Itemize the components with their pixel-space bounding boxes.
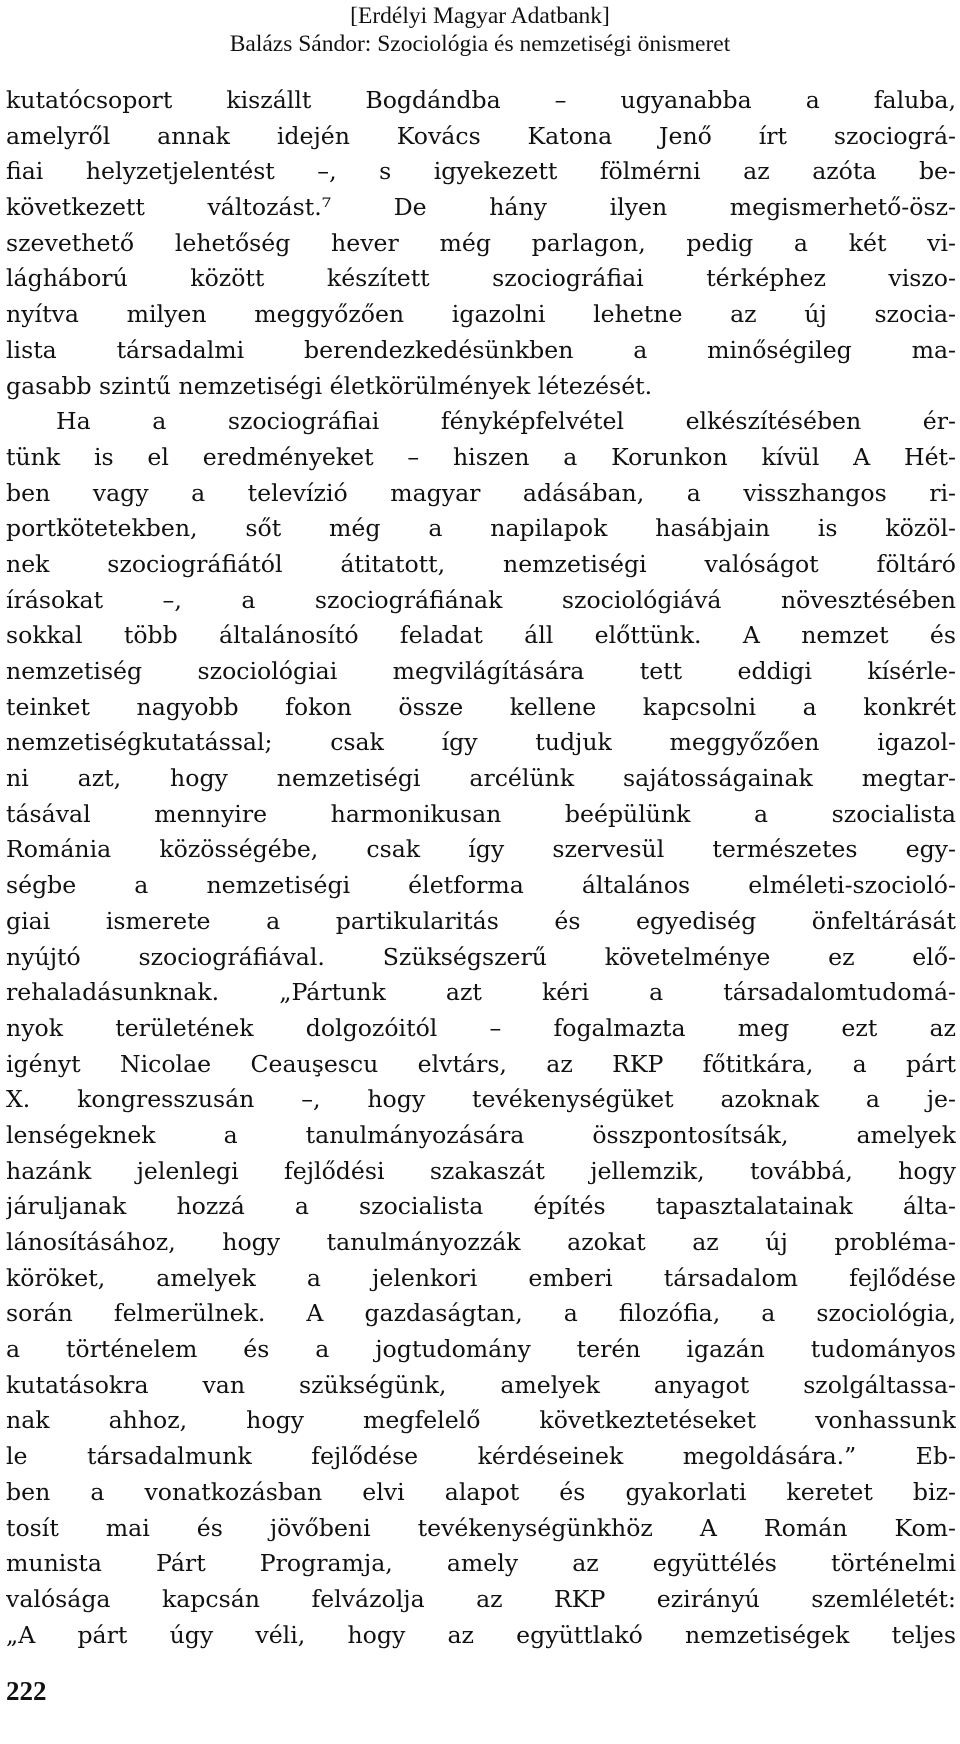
source-label: [Erdélyi Magyar Adatbank] [350, 3, 610, 29]
text-line: le társadalmunk fejlődése kérdéseinek megoldására.” Eb- [6, 1442, 956, 1471]
text-line: nyok területének dolgozóitól – fogalmazta meg ezt az [6, 1013, 956, 1042]
text-line: ben a vonatkozásban elvi alapot és gyakorlati keretet biz- [6, 1477, 956, 1506]
text-line: gasabb szintű nemzetiségi életkörülmények létezését. [6, 371, 653, 400]
text-line: rehaladásunknak. „Pártunk azt kéri a társadalomtudomá- [6, 978, 956, 1007]
text-line: tünk is el eredményeket – hiszen a Korunkon kívül A Hét- [6, 442, 956, 471]
text-line: amelyről annak idején Kovács Katona Jenő írt szociográ- [6, 121, 956, 150]
text-line: portkötetekben, sőt még a napilapok hasábjain is közöl- [6, 514, 956, 543]
text-line: „A párt úgy véli, hogy az együttlakó nemzetiségek teljes [6, 1620, 956, 1649]
text-line: köröket, amelyek a jelenkori emberi társadalom fejlődése [6, 1263, 956, 1292]
document-title: Balázs Sándor: Szociológia és nemzetiségi önismeret [229, 31, 731, 57]
text-line: igényt Nicolae Ceauşescu elvtárs, az RKP főtitkára, a párt [6, 1049, 956, 1078]
text-line: ségbe a nemzetiségi életforma általános elméleti-szocioló- [6, 871, 956, 900]
text-line: lágháború között készített szociográfiai térképhez viszo- [6, 264, 956, 293]
text-line: nek szociográfiától átitatott, nemzetiségi valóságot föltáró [6, 549, 956, 578]
text-line: lista társadalmi berendezkedésünkben a minőségileg ma- [6, 335, 956, 364]
text-line: munista Párt Programja, amely az együttélés történelmi [6, 1549, 956, 1578]
text-line: Ha a szociográfiai fényképfelvétel elkészítésében ér- [56, 407, 956, 436]
page-header [0, 2, 960, 58]
text-line: sokkal több általánosító feladat áll előttünk. A nemzet és [6, 621, 956, 650]
text-line: tosít mai és jövőbeni tevékenységünkhöz A Román Kom- [6, 1513, 956, 1542]
text-line: ni azt, hogy nemzetiségi arcélünk sajátosságainak megtar- [6, 764, 956, 793]
text-line: ben vagy a televízió magyar adásában, a visszhangos ri- [6, 478, 956, 507]
text-line: kutatásokra van szükségünk, amelyek anyagot szolgáltassa- [6, 1370, 956, 1399]
text-line: során felmerülnek. A gazdaságtan, a filozófia, a szociológia, [6, 1299, 956, 1328]
text-line: fiai helyzetjelentést –, s igyekezett fölmérni az azóta be- [6, 157, 956, 186]
text-line: lánosításához, hogy tanulmányozzák azokat az új probléma- [6, 1228, 956, 1256]
text-line: hazánk jelenlegi fejlődési szakaszát jellemzik, továbbá, hogy [6, 1156, 956, 1185]
text-line: Románia közösségébe, csak így szervesül természetes egy- [6, 835, 956, 864]
text-line: nemzetiség szociológiai megvilágítására tett eddigi kísérle- [6, 657, 956, 685]
text-line: tásával mennyire harmonikusan beépülünk a szocialista [6, 799, 956, 828]
page-number: 222 [6, 1676, 47, 1706]
text-line: nyújtó szociográfiával. Szükségszerű követelménye ez elő- [6, 942, 956, 971]
text-line: szevethető lehetőség hever még parlagon, pedig a két vi- [6, 228, 956, 257]
text-line: nemzetiségkutatással; csak így tudjuk meggyőzően igazol- [6, 728, 956, 757]
text-line: járuljanak hozzá a szocialista építés tapasztalatainak álta- [6, 1192, 956, 1221]
text-line: teinket nagyobb fokon össze kellene kapcsolni a konkrét [6, 692, 956, 721]
text-line: kutatócsoport kiszállt Bogdándba – ugyanabba a faluba, [6, 86, 956, 114]
text-line: nyítva milyen meggyőzően igazolni lehetne az új szocia- [6, 300, 956, 329]
text-line: nak ahhoz, hogy megfelelő következtetéseket vonhassunk [6, 1406, 956, 1435]
article-body [6, 83, 956, 1653]
text-line: lenségeknek a tanulmányozására összpontosítsák, amelyek [6, 1120, 956, 1149]
text-line: valósága kapcsán felvázolja az RKP ezirányú szemléletét: [6, 1584, 956, 1613]
text-line: írásokat –, a szociográfiának szociológiává növesztésében [6, 585, 956, 614]
text-line: X. kongresszusán –, hogy tevékenységüket azoknak a je- [6, 1085, 956, 1114]
text-line: a történelem és a jogtudomány terén igazán tudományos [6, 1335, 956, 1364]
text-line: következett változást.⁷ De hány ilyen megismerhető-ösz- [6, 193, 956, 222]
text-line: giai ismerete a partikularitás és egyediség önfeltárását [6, 906, 956, 935]
